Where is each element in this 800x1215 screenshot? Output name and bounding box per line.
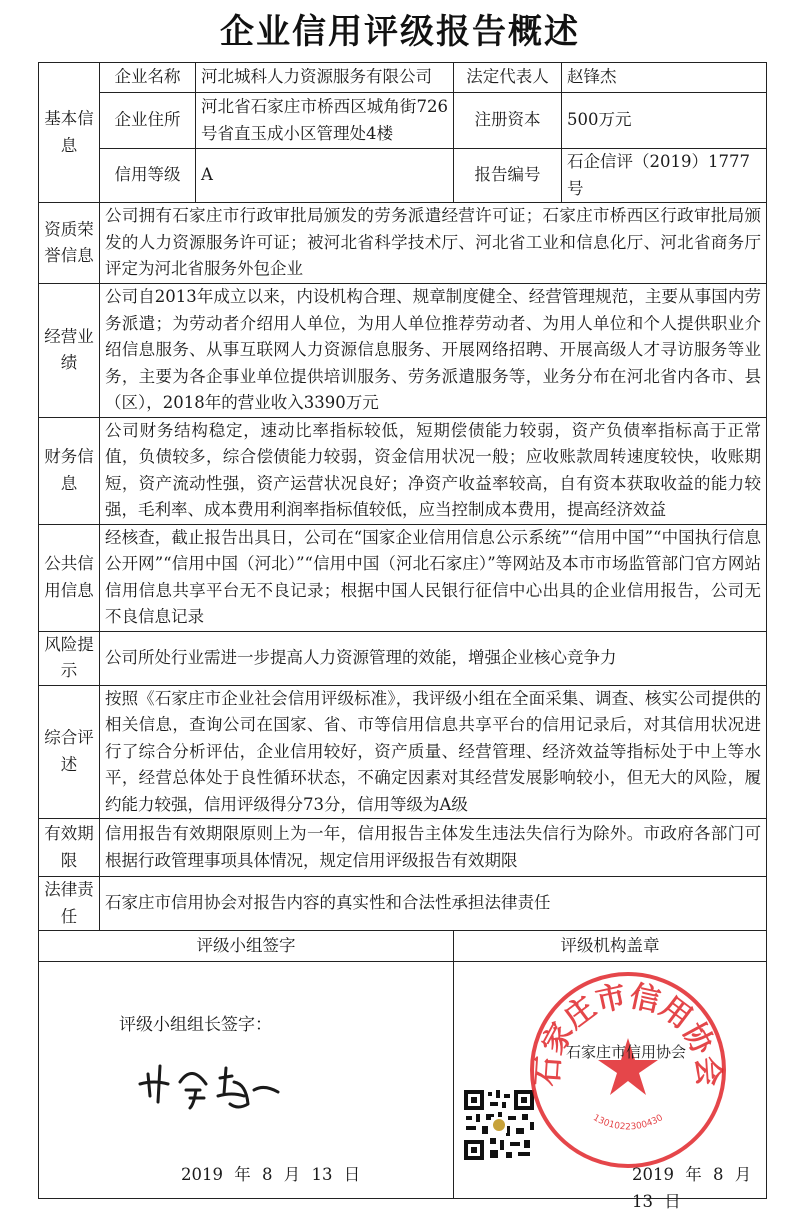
- qualifications-label: 资质荣誉信息: [39, 203, 100, 284]
- report-table: [38, 62, 767, 1211]
- address-label: 企业住所: [100, 93, 196, 149]
- legal-label: 法律责任: [39, 877, 100, 931]
- legal-rep-label: 法定代表人: [454, 63, 562, 93]
- seal-center-text: 石家庄市信用协会: [565, 1043, 687, 1061]
- agency-seal-area: [454, 962, 767, 1211]
- validity-label: 有效期限: [39, 819, 100, 877]
- capital-value: 500万元: [562, 93, 767, 149]
- svg-text:1301022300430: [591, 1113, 665, 1132]
- team-sign-heading: 评级小组签字: [39, 931, 454, 962]
- public-credit-label: 公共信用信息: [39, 524, 100, 631]
- risk-text: 公司所处行业需进一步提高人力资源管理的效能，增强企业核心竞争力: [100, 631, 767, 685]
- legal-rep-value: 赵锋杰: [562, 63, 767, 93]
- page-title: 企业信用评级报告概述: [220, 12, 580, 52]
- report-no-label: 报告编号: [454, 149, 562, 203]
- performance-text: 公司自2013年成立以来，内设机构合理、规章制度健全、经营管理规范，主要从事国内劳务派遣；为劳动者介绍用人单位，为用人单位推荐劳动者、为用人单位和个人提供职业介绍信息服务、从事互联网人力资源信息服务、开展网络招聘、开展高级人才寻访服务等业务，主要为各企事业单位提供培训服务、劳务派遣服务等，业务分布在河北省内各市、县（区），2018年的营业收入3390万元: [100, 284, 767, 418]
- performance-label: 经营业绩: [39, 284, 100, 418]
- company-name-label: 企业名称: [100, 63, 196, 93]
- public-credit-text: 经核查，截止报告出具日，公司在“国家企业信用信息公示系统”“信用中国”“中国执行信息公开网”“信用中国（河北）”“信用中国（河北石家庄）”等网站及本市市场监管部门官方网站信用信息共享平台无不良记录；根据中国人民银行征信中心出具的企业信用报告，公司无不良信息记录: [100, 524, 767, 631]
- team-sign-date: 2019 年 8 月 13 日: [181, 1165, 361, 1184]
- capital-label: 注册资本: [454, 93, 562, 149]
- seal-arc-text: 石家庄市信用协会: [530, 978, 726, 1088]
- seal-code-text: 1301022300430: [591, 1113, 665, 1133]
- handwritten-signature: [134, 1054, 334, 1114]
- overall-text: 按照《石家庄市企业社会信用评级标准》，我评级小组在全面采集、调查、核实公司提供的相关信息，查询公司在国家、省、市等信用信息共享平台的信用记录后，对其信用状况进行了综合分析评估，企业信用较好，资产质量、经营管理、经济效益等指标处于中上等水平，经营总体处于良性循环状态，不确定因素对其经营发展影响较小，但无大的风险，履约能力较强，信用评级得分73分，信用等级为A级: [100, 685, 767, 819]
- agency-seal-heading: 评级机构盖章: [454, 931, 767, 962]
- finance-label: 财务信息: [39, 417, 100, 524]
- agency-seal-date: 2019 年 8 月 13 日: [632, 1165, 752, 1211]
- finance-text: 公司财务结构稳定，速动比率指标较低，短期偿债能力较弱，资产负债率指标高于正常值，负债较多，综合偿债能力较弱，资金信用状况一般；应收账款周转速度较快，收账期短，资产流动性强，资产运营状况良好；净资产收益率较高，自有资本获取收益的能力较强，毛利率、成本费用利润率指标值较低，应当控制成本费用，提高经济效益: [100, 417, 767, 524]
- rating-label: 信用等级: [100, 149, 196, 203]
- basic-info-label: 基本信息: [39, 63, 100, 203]
- legal-text: 石家庄市信用协会对报告内容的真实性和合法性承担法律责任: [100, 877, 767, 931]
- company-name-value: 河北城科人力资源服务有限公司: [196, 63, 454, 93]
- overall-label: 综合评述: [39, 685, 100, 819]
- address-value: 河北省石家庄市桥西区城角街726号省直玉成小区管理处4楼: [196, 93, 454, 149]
- qr-code-icon: [462, 1088, 536, 1162]
- validity-text: 信用报告有效期限原则上为一年，信用报告主体发生违法失信行为除外。市政府各部门可根据行政管理事项具体情况，规定信用评级报告有效期限: [100, 819, 767, 877]
- risk-label: 风险提示: [39, 631, 100, 685]
- official-seal: [526, 968, 730, 1172]
- team-sign-area: [39, 962, 454, 1199]
- leader-sign-label: 评级小组组长签字：: [119, 1015, 272, 1035]
- report-no-value: 石企信评（2019）1777号: [562, 149, 767, 203]
- qualifications-text: 公司拥有石家庄市行政审批局颁发的劳务派遣经营许可证；石家庄市桥西区行政审批局颁发的人力资源服务许可证；被河北省科学技术厅、河北省工业和信息化厅、河北省商务厅评定为河北省服务外包企业: [100, 203, 767, 284]
- rating-value: A: [196, 149, 454, 203]
